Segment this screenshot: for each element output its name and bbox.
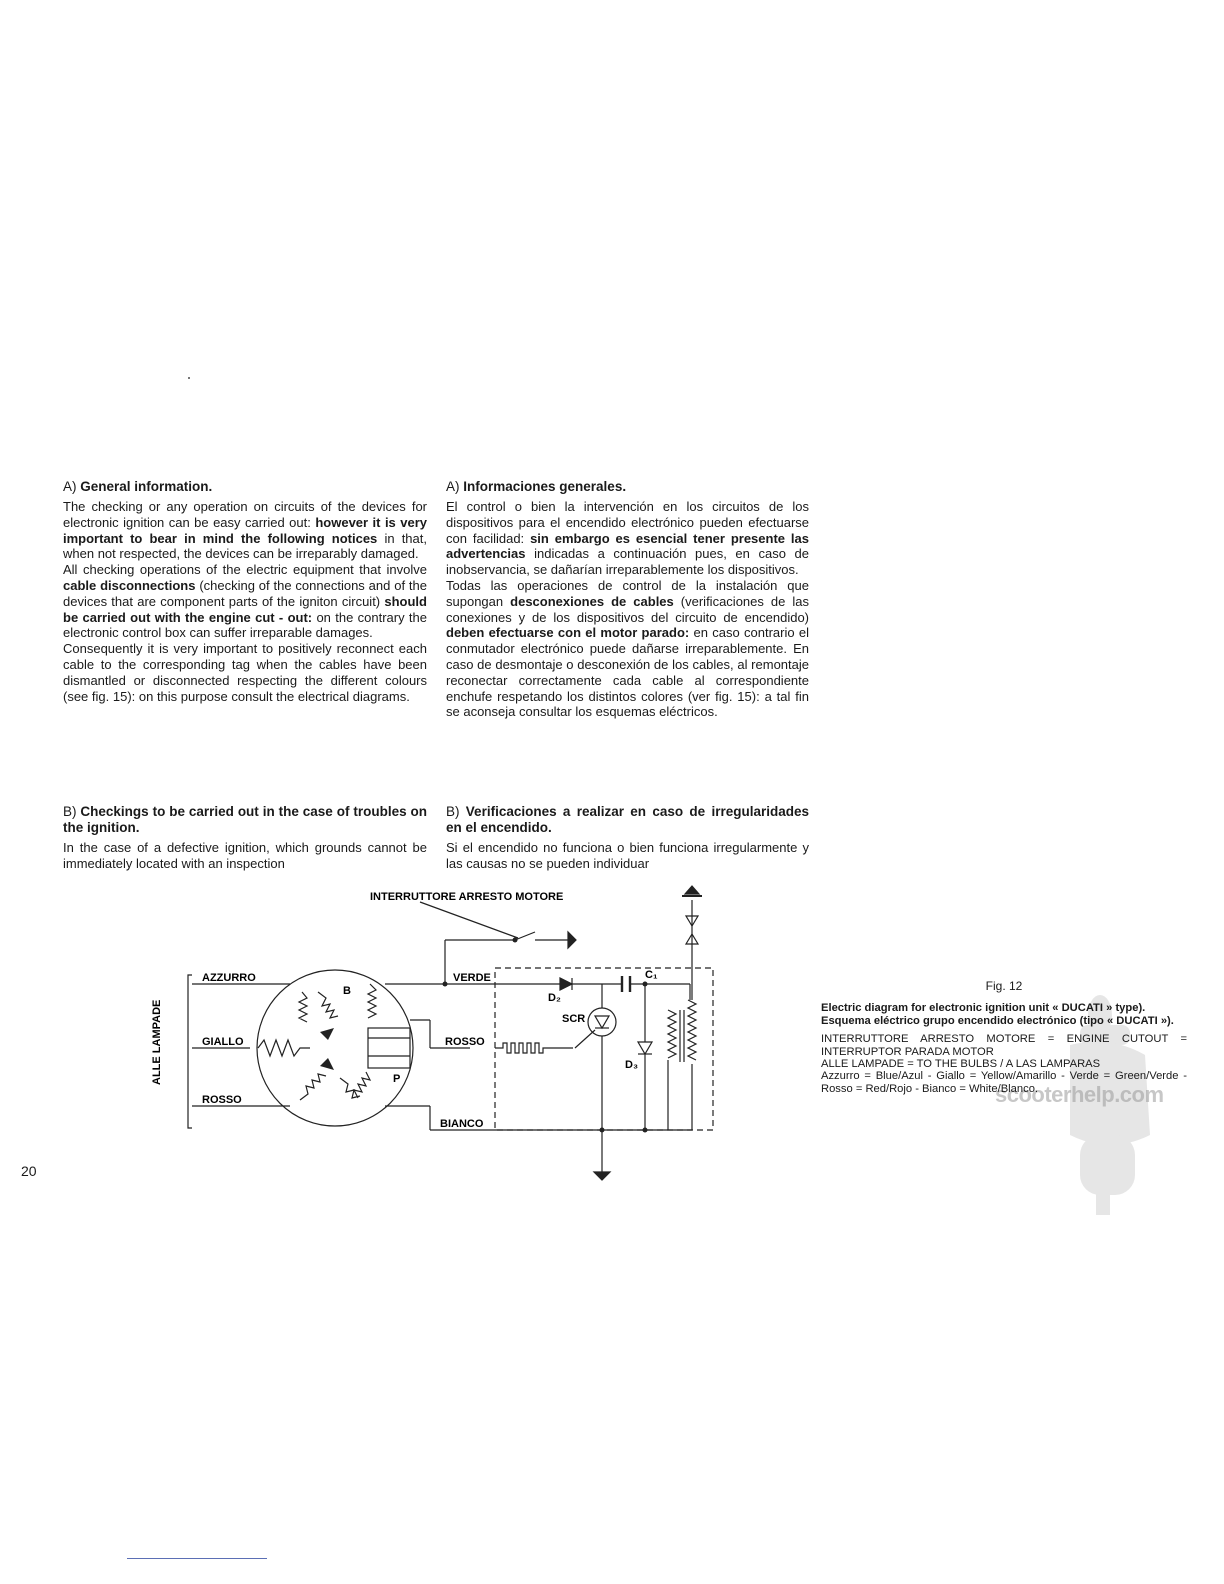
section-a-es-para-2: Todas las operaciones de control de la instalación que supongan desconexiones de cables (verificaciones de las conexiones y de los dispositivos del circuito de encendido) deben efectuarse con el motor parado: en caso contrario el conmutador electrónico puede dañarse irreparablemente. En caso de desmontaje o desconexión de los cables, al remontaje reconectar correctamente cada cable al correspondiente enchufe respetando los distintos colores (ver fig. 15): a tal fin se aconseja consultar los esquemas eléctricos. xyxy=(446,577,809,720)
wiring-diagram xyxy=(140,880,740,1190)
wire-verde-label: VERDE xyxy=(453,972,491,984)
section-b-en-heading: B) Checkings to be carried out in the case of troubles on the ignition. xyxy=(63,804,427,835)
figure-caption xyxy=(821,980,1187,1095)
wire-azzurro-label: AZZURRO xyxy=(202,972,256,984)
caption-line-2: ALLE LAMPADE = TO THE BULBS / A LAS LAMPARAS xyxy=(821,1058,1101,1071)
section-b-english xyxy=(63,804,427,872)
section-a-en-heading: A) General information. xyxy=(63,479,213,494)
section-a-es-para-1: El control o bien la intervención en los circuitos de los dispositivos para el encendido electrónico pueden efectuarse con facilidad: sin embargo es esencial tener presente las advertencias indicadas a continuación pues, en caso de inobservancia, se dañarían irreparablemente los dispositivos. xyxy=(446,499,809,578)
section-a-en-para-2: All checking operations of the electric equipment that involve cable disconnections (checking of the connections and of the devices that are component parts of the igniton circuit) should be carried out with the engine cut - out: on the contrary the electronic control box can suffer irreparable damages. xyxy=(63,562,427,641)
caption-line-1: INTERRUTTORE ARRESTO MOTORE = ENGINE CUTOUT = INTERRUPTOR PARADA MOTOR xyxy=(821,1033,1187,1058)
section-b-spanish xyxy=(446,804,809,872)
section-a-english xyxy=(63,479,427,704)
wire-rosso-left-label: ROSSO xyxy=(202,1094,242,1106)
lamps-label: ALLE LAMPADE xyxy=(151,999,163,1085)
c1-label: C₁ xyxy=(645,969,658,981)
page-number: 20 xyxy=(21,1163,37,1179)
d3-label: D₃ xyxy=(625,1059,639,1071)
node-p-label: P xyxy=(393,1073,401,1085)
watermark-text: scooterhelp.com xyxy=(995,1082,1164,1107)
scr-label: SCR xyxy=(562,1013,586,1025)
caption-title-en: Electric diagram for electronic ignition unit « DUCATI » type). xyxy=(821,1002,1146,1015)
caption-line-3: Azzurro = Blue/Azul - Giallo = Yellow/Amarillo - Verde = Green/Verde - Rosso = Red/Rojo - Bianco = White/Blanco. xyxy=(821,1070,1187,1095)
section-a-spanish xyxy=(446,479,809,720)
footer-link-underline xyxy=(127,1558,267,1559)
section-a-en-para-3: Consequently it is very important to positively reconnect each cable to the corresponding tag when the cables have been dismantled or disconnected respecting the different colours (see fig. 15): on this purpose consult the electrical diagrams. xyxy=(63,641,427,704)
section-b-en-para-1: In the case of a defective ignition, which grounds cannot be immediately located with an inspection xyxy=(63,840,427,871)
section-a-es-heading: A) Informaciones generales. xyxy=(446,479,627,494)
figure-number: Fig. 12 xyxy=(985,979,1023,993)
caption-title-es: Esquema eléctrico grupo encendido electrónico (tipo « DUCATI »). xyxy=(821,1014,1174,1027)
wire-rosso-right-label: ROSSO xyxy=(445,1036,485,1048)
switch-label: INTERRUTTORE ARRESTO MOTORE xyxy=(370,891,564,903)
d2-label: D₂ xyxy=(548,992,561,1004)
section-b-es-heading: B) Verificaciones a realizar en caso de irregularidades en el encendido. xyxy=(446,804,809,835)
node-b-label: B xyxy=(343,985,351,997)
scan-speck xyxy=(188,377,190,379)
wire-giallo-label: GIALLO xyxy=(202,1036,244,1048)
wire-bianco-label: BIANCO xyxy=(440,1118,484,1130)
section-a-en-para-1: The checking or any operation on circuits of the devices for electronic ignition can be easy carried out: however it is very important to bear in mind the following notices in that, when not respected, the devices can be irreparably damaged. xyxy=(63,499,427,562)
section-b-es-para-1: Si el encendido no funciona o bien funciona irregularmente y las causas no se pueden individuar xyxy=(446,840,809,871)
